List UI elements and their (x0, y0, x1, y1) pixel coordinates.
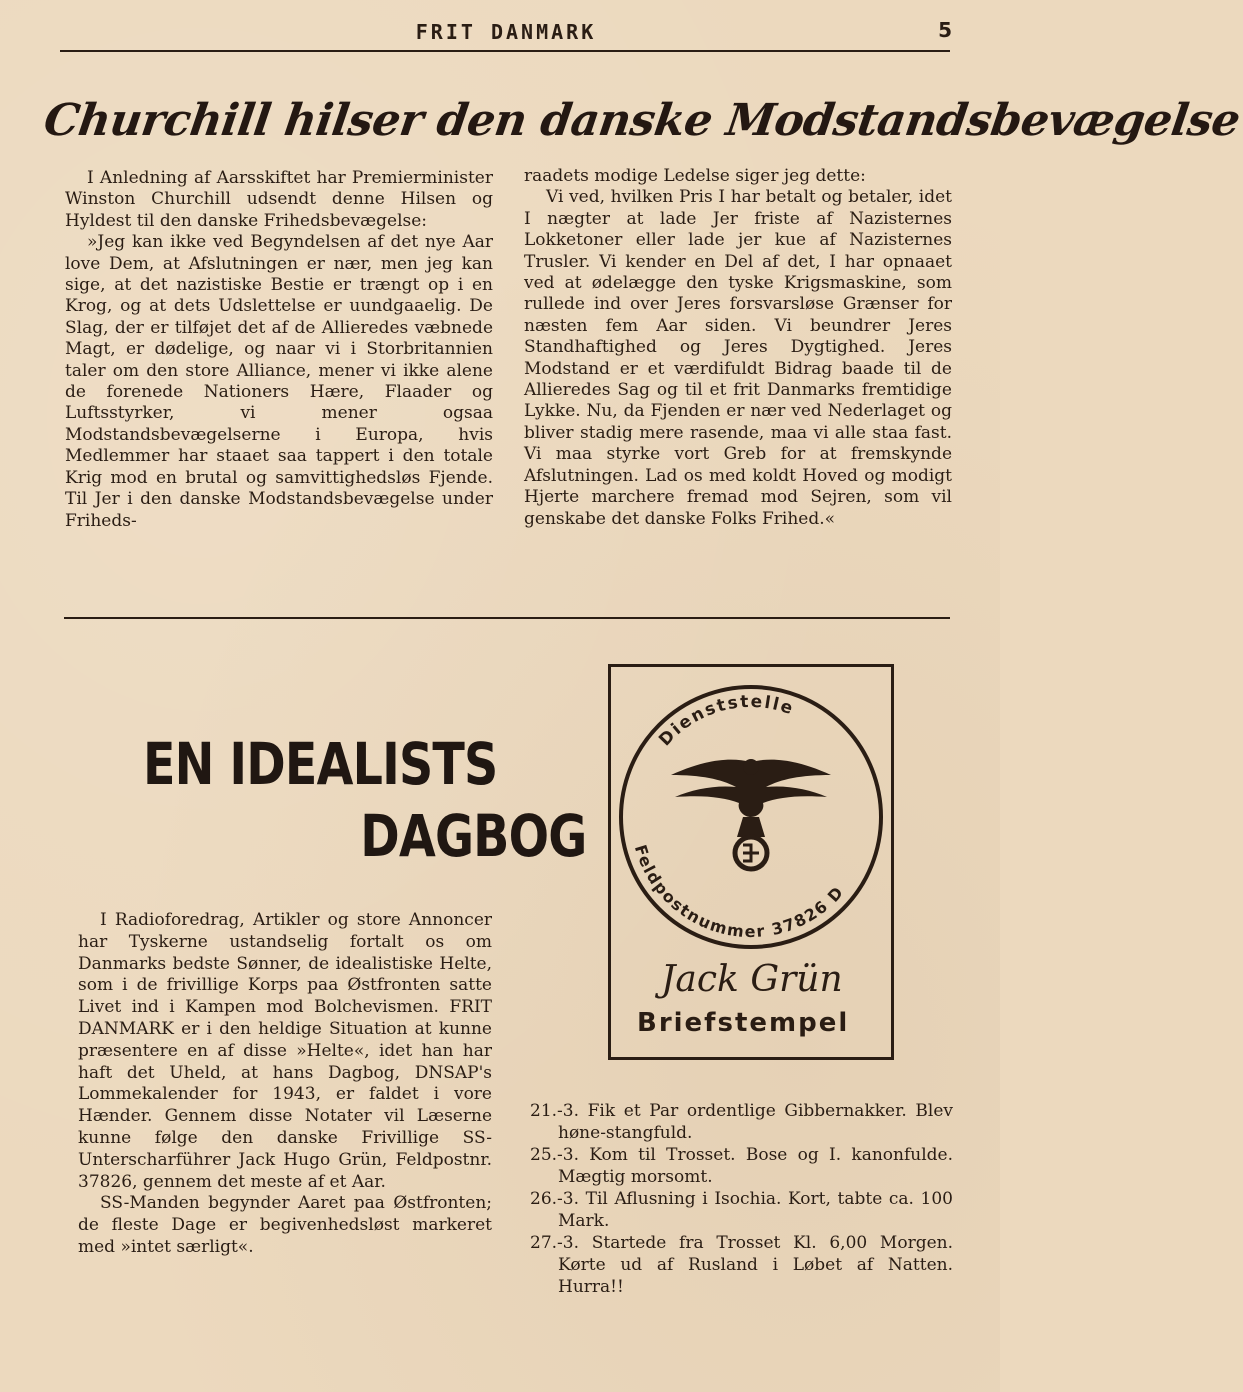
field-post-stamp-image (608, 664, 894, 1060)
paragraph: I Anledning af Aarsskiftet har Premierminister Winston Churchill udsendt denne Hilsen og Hyldest til den danske Frihedsbevægelse: (65, 168, 493, 231)
diary-entry: 25.-3. Kom til Trosset. Bose og I. kanonfulde. Mægtig morsomt. (530, 1145, 953, 1187)
diary-entries (530, 1100, 953, 1298)
article1-column-left (65, 168, 493, 532)
header-rule (60, 50, 950, 52)
article1-column-right (524, 166, 952, 530)
stamp-ring-top-text: Dienststelle (655, 691, 797, 751)
article2-title (143, 728, 586, 872)
article2-column-left (78, 910, 492, 1259)
paragraph: raadets modige Ledelse siger jeg dette: (524, 166, 866, 186)
page-number: 5 (938, 18, 952, 42)
title-line-1: EN IDEALISTS (143, 730, 498, 798)
paragraph: Vi ved, hvilken Pris I har betalt og betaler, idet I nægter at lade Jer friste af Nazisternes Lokketoner eller lade jer kue af Nazisternes Trusler. Vi kender en Del af det, I har opnaaet ved at ødelægge den tyske Krigsmaskine, som rullede ind over Jeres forsvarsløse Grænser for næsten fem Aar siden. Vi beundrer Jeres Standhaftighed og Jeres Dygtighed. Jeres Modstand er et værdifuldt Bidrag baade til de Allieredes Sag og til et frit Danmarks fremtidige Lykke. Nu, da Fjenden er nær ved Nederlaget og bliver stadig mere rasende, maa vi alle staa fast. Vi maa styrke vort Greb for at fremskynde Afslutningen. Lad os med koldt Hoved og modigt Hjerte marchere fremad mod Sejren, som vil genskabe det danske Folks Frihed.« (524, 187, 952, 529)
emblem-icon (743, 845, 759, 861)
paragraph: SS-Manden begynder Aaret paa Østfronten; de fleste Dage er begivenhedsløst markeret med »intet særligt«. (78, 1193, 492, 1257)
diary-entry: 27.-3. Startede fra Trosset Kl. 6,00 Morgen. Kørte ud af Rusland i Løbet af Natten. Hurra!! (530, 1233, 953, 1297)
newspaper-name: FRIT DANMARK (415, 20, 597, 44)
section-divider (64, 617, 950, 619)
diary-entry: 26.-3. Til Aflusning i Isochia. Kort, tabte ca. 100 Mark. (530, 1189, 953, 1231)
diary-entry: 21.-3. Fik et Par ordentlige Gibbernakker. Blev høne-stangfuld. (530, 1101, 953, 1143)
title-line-2: DAGBOG (360, 802, 587, 870)
page-header (60, 18, 952, 52)
article-headline: Churchill hilser den danske Modstandsbevægelse (40, 95, 1243, 146)
stamp-ring-bottom-text: Feldpostnummer 37826 D (630, 842, 848, 942)
stamp-signature: Jack Grün (661, 959, 843, 1000)
paragraph: I Radioforedrag, Artikler og store Annoncer har Tyskerne ustandselig fortalt os om Danmarks bedste Sønner, de idealistiske Helte, som i de frivillige Korps paa Østfronten satte Livet ind i Kampen mod Bolchevismen. FRIT DANMARK er i den heldige Situation at kunne præsentere en af disse »Helte«, idet han har haft det Uheld, at hans Dagbog, DNSAP's Lommekalender for 1943, er faldet i vore Hænder. Gennem disse Notater vil Læserne kunne følge den danske Frivillige SS-Unterscharführer Jack Hugo Grün, Feldpostnr. 37826, gennem det meste af et Aar. (78, 910, 492, 1192)
eagle-icon (671, 759, 831, 837)
stamp-caption: Briefstempel (637, 1008, 850, 1038)
eagle-stamp-icon (611, 667, 891, 1057)
paragraph: »Jeg kan ikke ved Begyndelsen af det nye Aar love Dem, at Afslutningen er nær, men jeg kan sige, at det nazistiske Bestie er trængt op i en Krog, og at dets Udslettelse er uundgaaelig. De Slag, der er tilføjet det af de Allieredes væbnede Magt, er dødelige, og naar vi i Storbritannien taler om den store Alliance, mener vi ikke alene de forenede Nationers Hære, Flaader og Luftsstyrker, vi mener ogsaa Modstandsbevægelserne i Europa, hvis Medlemmer har staaet saa tappert i den totale Krig mod en brutal og samvittighedsløs Fjende. Til Jer i den danske Modstandsbevægelse under Friheds- (65, 232, 493, 531)
